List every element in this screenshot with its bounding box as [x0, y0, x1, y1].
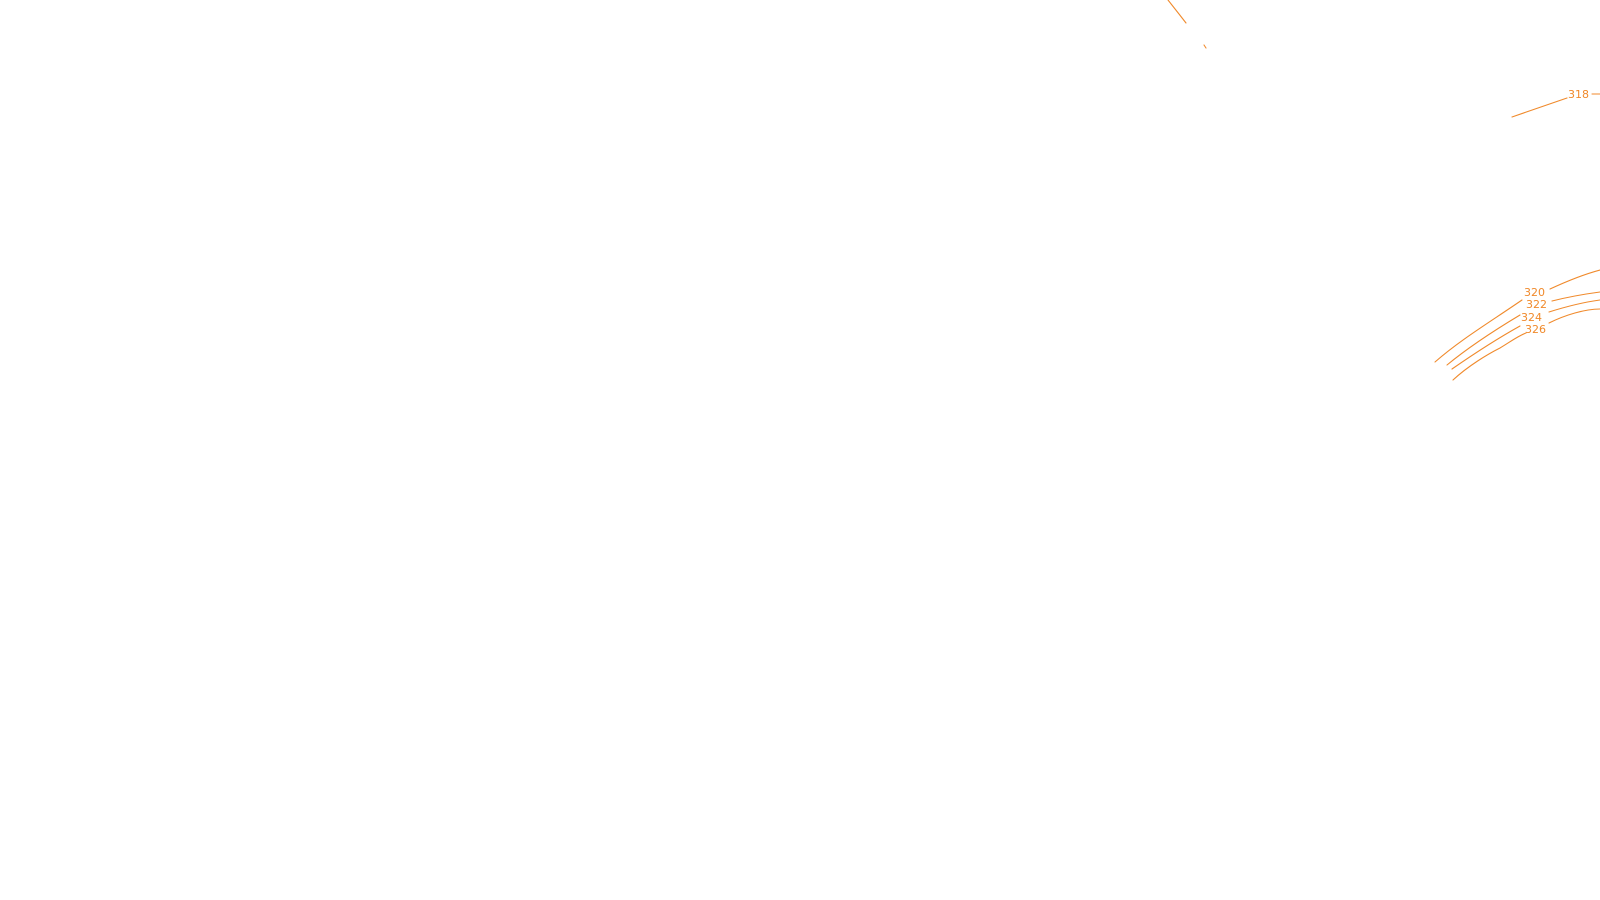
contour-line-326-right — [1549, 309, 1600, 323]
contour-line-unlabeled-top — [1168, 0, 1186, 23]
contour-label-326: 326 — [1525, 323, 1546, 336]
contour-line-320 — [1435, 300, 1522, 362]
contour-labels — [1521, 88, 1589, 336]
contour-line-324 — [1452, 326, 1520, 369]
contour-line-unlabeled-top-tail — [1204, 45, 1206, 48]
contour-line-322-right — [1552, 292, 1600, 301]
contour-label-324: 324 — [1521, 311, 1542, 324]
contour-line-320-right — [1550, 270, 1600, 289]
contour-line-324-right — [1549, 300, 1600, 312]
contour-label-318: 318 — [1568, 88, 1589, 101]
contour-line-318 — [1512, 98, 1567, 117]
contour-label-320: 320 — [1524, 286, 1545, 299]
contour-label-322: 322 — [1526, 298, 1547, 311]
